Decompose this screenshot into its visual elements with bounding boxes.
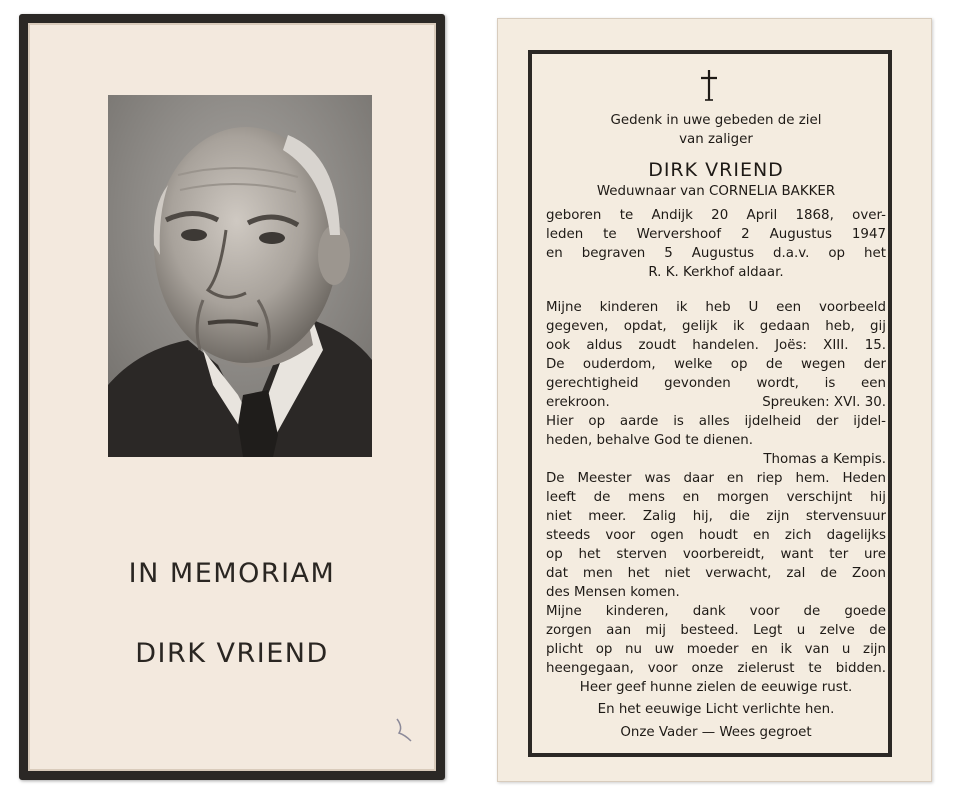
quote-3 [546,412,886,469]
quote-line: des Mensen komen. [546,585,680,600]
quote-line: Hier op aarde is alles ijdelheid der ijdel- [546,414,886,429]
quote-line: gegeven, opdat, gelijk ik gedaan heb, gij [546,319,886,334]
bio-line: leden te Wervershoof 2 Augustus 1947 [546,227,886,242]
quote-line: op het sterven voorbereidt, want ter ure [546,547,886,562]
widower-line: Weduwnaar van CORNELIA BAKKER [596,184,836,199]
quote-line: heengegaan, voor onze zielerust te bidden. [546,661,886,676]
quote-line: De ouderdom, welke op de wegen der [546,357,886,372]
quote-5 [546,602,886,678]
quote-4 [546,469,886,602]
prayer-line: En het eeuwige Licht verlichte hen. [597,702,835,717]
quote-line: Mijne kinderen ik heb U een voorbeeld [546,300,886,315]
bio-line: en begraven 5 Augustus d.a.v. op het [546,246,886,261]
intro-block [546,111,886,149]
pen-mark-icon [393,715,415,745]
quote-line: Mijne kinderen, dank voor de goede [546,604,886,619]
intro-line: van zaliger [679,132,753,147]
quote-line: plicht op nu uw moeder en ik van u zijn [546,642,886,657]
closing-prayers: Onze Vader — Wees gegroet [620,725,812,740]
quote-1 [546,298,886,355]
quote-line: niet meer. Zalig hij, die zijn stervensuur [546,509,886,524]
quote-line: leeft de mens en morgen verschijnt hij [546,490,886,505]
prayer-line: Heer geef hunne zielen de eeuwige rust. [579,680,853,695]
bio-line: R. K. Kerkhof aldaar. [648,265,784,280]
quote-line: De Meester was daar en riep hem. Heden [546,471,886,486]
scripture-reference: Spreuken: XVI. 30. [762,395,886,410]
portrait-illustration [108,95,372,457]
memorial-card-back [497,18,932,782]
quote-line: ook aldus zoudt handelen. Joës: XIII. 15. [546,338,886,353]
quote-line: heden, behalve God te dienen. [546,433,754,448]
quote-line: zorgen aan mij besteed. Legt u zelve de [546,623,886,638]
card-front-inner [28,23,436,771]
deceased-name-back: DIRK VRIEND [648,159,784,181]
quote-attribution: Thomas a Kempis. [763,452,886,467]
cross-icon [699,68,719,102]
deceased-name-front: DIRK VRIEND [135,638,329,669]
memoriam-heading: IN MEMORIAM [128,558,336,589]
intro-line: Gedenk in uwe gebeden de ziel [610,113,822,128]
portrait-photo [108,95,372,457]
quote-line: gerechtigheid gevonden wordt, is een [546,376,886,391]
quote-line: dat men het niet verwacht, zal de Zoon [546,566,886,581]
biography [546,206,886,282]
quote-line: erekroon. [546,395,610,410]
bio-line: geboren te Andijk 20 April 1868, over- [546,208,886,223]
quote-line-with-ref [546,393,886,412]
memorial-card-front [19,14,445,780]
quote-2 [546,355,886,412]
quote-line: steeds voor ogen houdt en zich dagelijks [546,528,886,543]
